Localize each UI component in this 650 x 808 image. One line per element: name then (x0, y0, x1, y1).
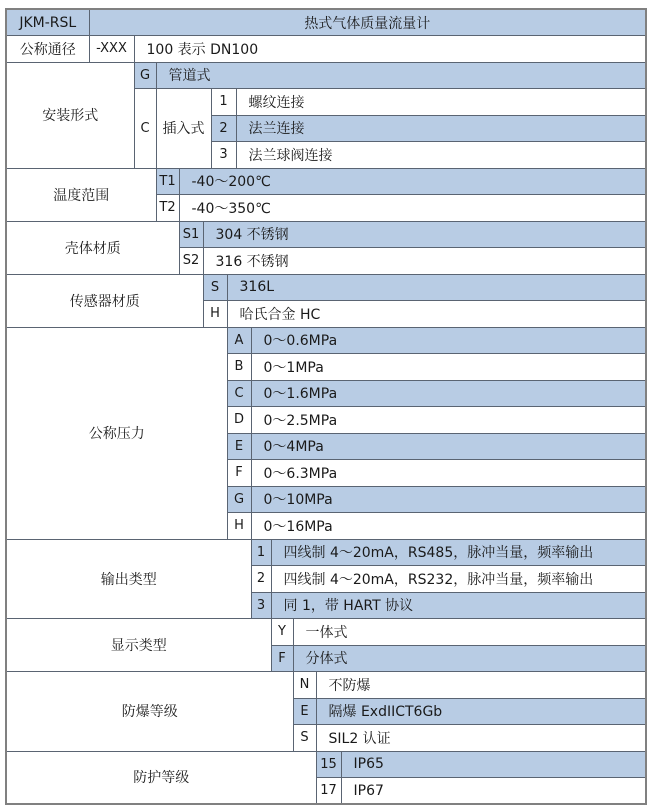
housing-label: 壳体材质 (6, 221, 179, 274)
nominal-diameter-desc: 100 表示 DN100 (134, 36, 646, 63)
option-code: Y (271, 619, 293, 646)
table-row (6, 672, 646, 699)
option-code: C (227, 380, 251, 407)
nominal-diameter-label: 公称通径 (6, 36, 89, 63)
option-desc: 0～16MPa (251, 513, 646, 540)
option-code: B (227, 354, 251, 381)
option-desc: 法兰球阀连接 (236, 142, 646, 169)
nominal-diameter-code: -XXX (89, 36, 134, 63)
option-code: S2 (179, 248, 203, 275)
option-code: G (227, 486, 251, 513)
option-code: 2 (251, 566, 271, 593)
option-desc: -40～200℃ (179, 168, 646, 195)
option-desc: SIL2 认证 (316, 725, 646, 752)
table-row (6, 327, 646, 354)
option-code: 1 (211, 89, 236, 116)
option-code: T2 (156, 195, 179, 222)
output-label: 输出类型 (6, 539, 251, 619)
option-desc: 0～2.5MPa (251, 407, 646, 434)
table-row (6, 274, 646, 301)
option-desc: 316L (227, 274, 646, 301)
option-code: T1 (156, 168, 179, 195)
install-pipe-desc: 管道式 (156, 62, 646, 89)
option-code: S1 (179, 221, 203, 248)
option-desc: IP65 (341, 751, 646, 778)
option-code: 17 (316, 778, 341, 805)
install-insert-code: C (134, 89, 156, 169)
option-desc: 304 不锈钢 (203, 221, 646, 248)
table-row (6, 9, 646, 36)
option-desc: 316 不锈钢 (203, 248, 646, 275)
option-code: H (203, 301, 227, 328)
table-row (6, 619, 646, 646)
table-row (6, 751, 646, 778)
model-code: JKM-RSL (6, 9, 89, 36)
option-code: E (227, 433, 251, 460)
option-desc: 分体式 (293, 645, 646, 672)
option-desc: 一体式 (293, 619, 646, 646)
option-code: 3 (211, 142, 236, 169)
pressure-label: 公称压力 (6, 327, 227, 539)
table-row (6, 62, 646, 89)
install-label: 安装形式 (6, 62, 134, 168)
option-code: S (203, 274, 227, 301)
option-code: A (227, 327, 251, 354)
option-code: D (227, 407, 251, 434)
option-desc: 法兰连接 (236, 115, 646, 142)
option-desc: 隔爆 ExdIICT6Gb (316, 698, 646, 725)
product-selection-table (5, 8, 647, 805)
option-desc: 同 1，带 HART 协议 (271, 592, 646, 619)
option-code: 3 (251, 592, 271, 619)
option-code: 2 (211, 115, 236, 142)
option-code: E (293, 698, 316, 725)
option-code: F (271, 645, 293, 672)
display-label: 显示类型 (6, 619, 271, 672)
option-desc: 0～0.6MPa (251, 327, 646, 354)
option-desc: 0～1.6MPa (251, 380, 646, 407)
table-row (6, 36, 646, 63)
option-code: 15 (316, 751, 341, 778)
protection-label: 防护等级 (6, 751, 316, 804)
option-desc: IP67 (341, 778, 646, 805)
install-insert-name: 插入式 (156, 89, 211, 169)
sensor-label: 传感器材质 (6, 274, 203, 327)
temperature-label: 温度范围 (6, 168, 156, 221)
option-desc: 四线制 4～20mA，RS232，脉冲当量，频率输出 (271, 566, 646, 593)
option-code: F (227, 460, 251, 487)
option-desc: 不防爆 (316, 672, 646, 699)
option-desc: 0～4MPa (251, 433, 646, 460)
option-desc: 0～1MPa (251, 354, 646, 381)
option-code: H (227, 513, 251, 540)
option-desc: 螺纹连接 (236, 89, 646, 116)
option-code: N (293, 672, 316, 699)
option-desc: -40～350℃ (179, 195, 646, 222)
install-pipe-code: G (134, 62, 156, 89)
option-desc: 四线制 4～20mA，RS485，脉冲当量，频率输出 (271, 539, 646, 566)
table-row (6, 221, 646, 248)
table-row (6, 168, 646, 195)
option-desc: 0～6.3MPa (251, 460, 646, 487)
option-desc: 0～10MPa (251, 486, 646, 513)
option-code: 1 (251, 539, 271, 566)
option-code: S (293, 725, 316, 752)
option-desc: 哈氏合金 HC (227, 301, 646, 328)
explosion-label: 防爆等级 (6, 672, 293, 752)
table-title: 热式气体质量流量计 (89, 9, 646, 36)
table-row (6, 539, 646, 566)
